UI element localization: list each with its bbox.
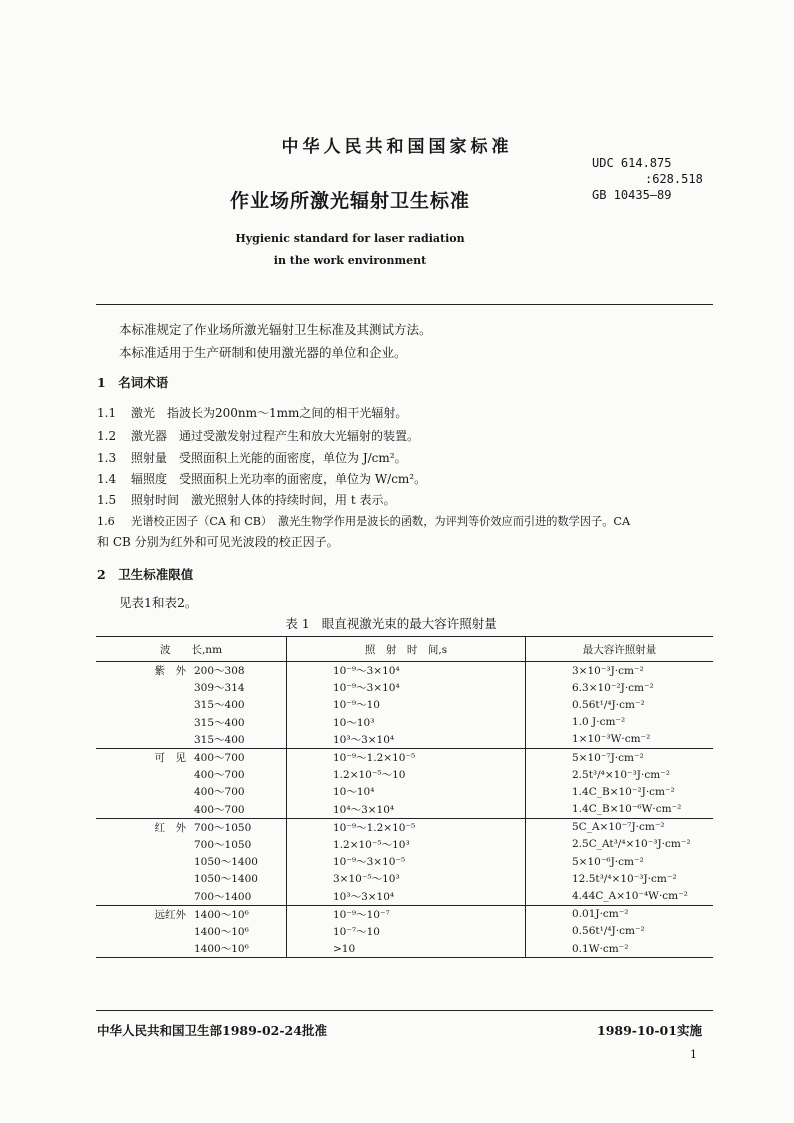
col-header-max-exposure: 最大容许照射量 [526, 637, 714, 662]
intro-paragraph-2: 本标准适用于生产研制和使用激光器的单位和企业。 [119, 345, 407, 360]
table-row [96, 783, 713, 800]
term-number: 1.4 [97, 472, 117, 486]
exposure-time-cell: 10⁻⁹～10 [287, 696, 526, 713]
table-row [96, 818, 713, 836]
wavelength-cell: 400～700 [194, 786, 245, 799]
udc-code-block [592, 155, 703, 203]
table-row [96, 870, 713, 887]
wavelength-cell: 315～400 [194, 733, 245, 746]
table-row [96, 887, 713, 905]
max-exposure-cell: 12.5t³/⁴×10⁻³J·cm⁻² [526, 870, 714, 887]
wavelength-cell: 400～700 [194, 769, 245, 782]
wavelength-cell: 400～700 [194, 803, 245, 816]
term-item [97, 491, 395, 508]
term-definition: 指波长为200nm～1mm之间的相干光辐射。 [167, 406, 408, 420]
exposure-time-cell: 10⁴～3×10⁴ [287, 801, 526, 819]
wavelength-cell: 700～1050 [194, 838, 252, 851]
term-name: 照射时间 [131, 493, 180, 507]
wavelength-cell: 1400～10⁶ [194, 943, 249, 956]
national-standard-title: 中华人民共和国国家标准 [281, 137, 513, 157]
term-item [97, 404, 407, 421]
table-row [96, 801, 713, 819]
effective-date-line: 1989-10-01实施 [597, 1023, 702, 1038]
term-number: 1.2 [97, 429, 117, 443]
exposure-time-cell: 10⁻⁹～10⁻⁷ [287, 905, 526, 923]
table-1-caption [0, 614, 794, 632]
term-definition: 受照面积上光能的面密度，单位为 J/cm²。 [179, 451, 407, 465]
table-number: 表 1 [285, 616, 310, 631]
udc-line-1: UDC 614.875 [592, 156, 672, 170]
table-header-row [96, 637, 713, 662]
section-2-heading: 2 卫生标准限值 [97, 567, 194, 582]
term-definition: 受照面积上光功率的面密度，单位为 W/cm²。 [179, 472, 427, 486]
term-number: 1.1 [97, 406, 117, 420]
max-exposure-cell: 6.3×10⁻²J·cm⁻² [526, 679, 714, 696]
exposure-time-cell: >10 [287, 940, 526, 958]
standard-title-en-line-2: in the work environment [273, 254, 427, 267]
band-label: 远红外 [154, 908, 186, 921]
wavelength-cell: 200～308 [194, 665, 245, 678]
wavelength-cell: 1400～10⁶ [194, 925, 249, 938]
gb-code: GB 10435—89 [592, 188, 672, 202]
exposure-time-cell: 10⁻⁹～3×10⁴ [287, 679, 526, 696]
max-exposure-cell: 4.44C_A×10⁻⁴W·cm⁻² [526, 887, 714, 905]
exposure-time-cell: 10⁻⁹～1.2×10⁻⁵ [287, 818, 526, 836]
max-exposure-cell: 1.0 J·cm⁻² [526, 714, 714, 731]
table-row [96, 714, 713, 731]
table-row [96, 662, 713, 680]
term-name: 辐照度 [131, 472, 168, 486]
standard-title-cn: 作业场所激光辐射卫生标准 [230, 190, 471, 212]
exposure-time-cell: 10³～3×10⁴ [287, 887, 526, 905]
max-exposure-cell: 5×10⁻⁶J·cm⁻² [526, 853, 714, 870]
wavelength-cell: 1050～1400 [194, 873, 258, 886]
col-header-wavelength: 波 长,nm [96, 637, 287, 662]
exposure-time-cell: 10～10³ [287, 714, 526, 731]
wavelength-cell: 1050～1400 [194, 856, 258, 869]
exposure-time-cell: 3×10⁻⁵～10³ [287, 870, 526, 887]
term-name: 照射量 [131, 451, 168, 465]
max-exposure-cell: 1.4C_B×10⁻²J·cm⁻² [526, 783, 714, 800]
section-1-heading: 1 名词术语 [97, 375, 169, 390]
exposure-time-cell: 10⁻⁷～10 [287, 923, 526, 940]
term-definition: 激光照射人体的持续时间，用 t 表示。 [191, 493, 396, 507]
term-definition: 和 CB 分别为红外和可见光波段的校正因子。 [97, 535, 339, 549]
term-item-spectral-factor [97, 513, 630, 529]
term-definition: 光谱校正因子（CA 和 CB） 激光生物学作用是波长的函数，为评判等价效应而引进的数学因子。CA [131, 515, 631, 528]
table-row [96, 696, 713, 713]
max-exposure-cell: 2.5t³/⁴×10⁻³J·cm⁻² [526, 766, 714, 783]
table-row [96, 766, 713, 783]
band-label: 红 外 [154, 821, 186, 834]
band-label: 紫 外 [154, 665, 186, 678]
table-row [96, 731, 713, 749]
max-exposure-cell: 0.56t¹/⁴J·cm⁻² [526, 696, 714, 713]
term-item [97, 449, 407, 466]
term-definition: 通过受激发射过程产生和放大光辐射的装置。 [179, 429, 420, 443]
exposure-time-cell: 10⁻⁹～3×10⁻⁵ [287, 853, 526, 870]
wavelength-cell: 400～700 [194, 752, 245, 765]
wavelength-cell: 315～400 [194, 699, 245, 712]
table-row [96, 679, 713, 696]
col-header-exposure-time: 照 射 时 间,s [287, 637, 526, 662]
wavelength-cell: 700～1400 [194, 890, 252, 903]
term-number: 1.6 [97, 515, 115, 528]
section-2-paragraph: 见表1和表2。 [119, 595, 198, 610]
term-item-continuation [97, 533, 339, 550]
max-exposure-cell: 0.56t¹/⁴J·cm⁻² [526, 923, 714, 940]
table-title: 眼直视激光束的最大容许照射量 [321, 616, 497, 631]
intro-paragraph-1: 本标准规定了作业场所激光辐射卫生标准及其测试方法。 [119, 322, 432, 337]
wavelength-cell: 309～314 [194, 682, 245, 695]
exposure-time-cell: 10⁻⁹～3×10⁴ [287, 662, 526, 680]
header-divider [96, 304, 713, 305]
term-item [97, 427, 419, 444]
table-row [96, 853, 713, 870]
table-row [96, 923, 713, 940]
table-row [96, 748, 713, 766]
band-label: 可 见 [154, 752, 186, 765]
table-row [96, 905, 713, 923]
footer-divider [96, 1010, 713, 1011]
max-exposure-cell: 1.4C_B×10⁻⁶W·cm⁻² [526, 801, 714, 819]
exposure-time-cell: 10⁻⁹～1.2×10⁻⁵ [287, 748, 526, 766]
exposure-time-cell: 10³～3×10⁴ [287, 731, 526, 749]
term-number: 1.5 [97, 493, 117, 507]
term-item [97, 470, 426, 487]
exposure-time-cell: 1.2×10⁻⁵～10 [287, 766, 526, 783]
table-row [96, 836, 713, 853]
standard-title-en-line-1: Hygienic standard for laser radiation [235, 232, 465, 245]
max-permissible-exposure-table [96, 636, 713, 958]
max-exposure-cell: 5×10⁻⁷J·cm⁻² [526, 748, 714, 766]
wavelength-cell: 700～1050 [194, 821, 252, 834]
table-row [96, 940, 713, 958]
page-number: 1 [690, 1048, 697, 1061]
max-exposure-cell: 0.1W·cm⁻² [526, 940, 714, 958]
wavelength-cell: 1400～10⁶ [194, 908, 249, 921]
max-exposure-cell: 0.01J·cm⁻² [526, 905, 714, 923]
wavelength-cell: 315～400 [194, 716, 245, 729]
udc-line-2: :628.518 [645, 172, 703, 186]
max-exposure-cell: 2.5C_At³/⁴×10⁻³J·cm⁻² [526, 836, 714, 853]
term-name: 激光器 [131, 429, 168, 443]
max-exposure-cell: 1×10⁻³W·cm⁻² [526, 731, 714, 749]
exposure-time-cell: 1.2×10⁻⁵～10³ [287, 836, 526, 853]
exposure-time-cell: 10～10⁴ [287, 783, 526, 800]
term-name: 激光 [131, 406, 156, 420]
approval-line: 中华人民共和国卫生部1989-02-24批准 [97, 1023, 327, 1038]
max-exposure-cell: 5C_A×10⁻⁷J·cm⁻² [526, 818, 714, 836]
max-exposure-cell: 3×10⁻³J·cm⁻² [526, 662, 714, 680]
term-number: 1.3 [97, 451, 117, 465]
